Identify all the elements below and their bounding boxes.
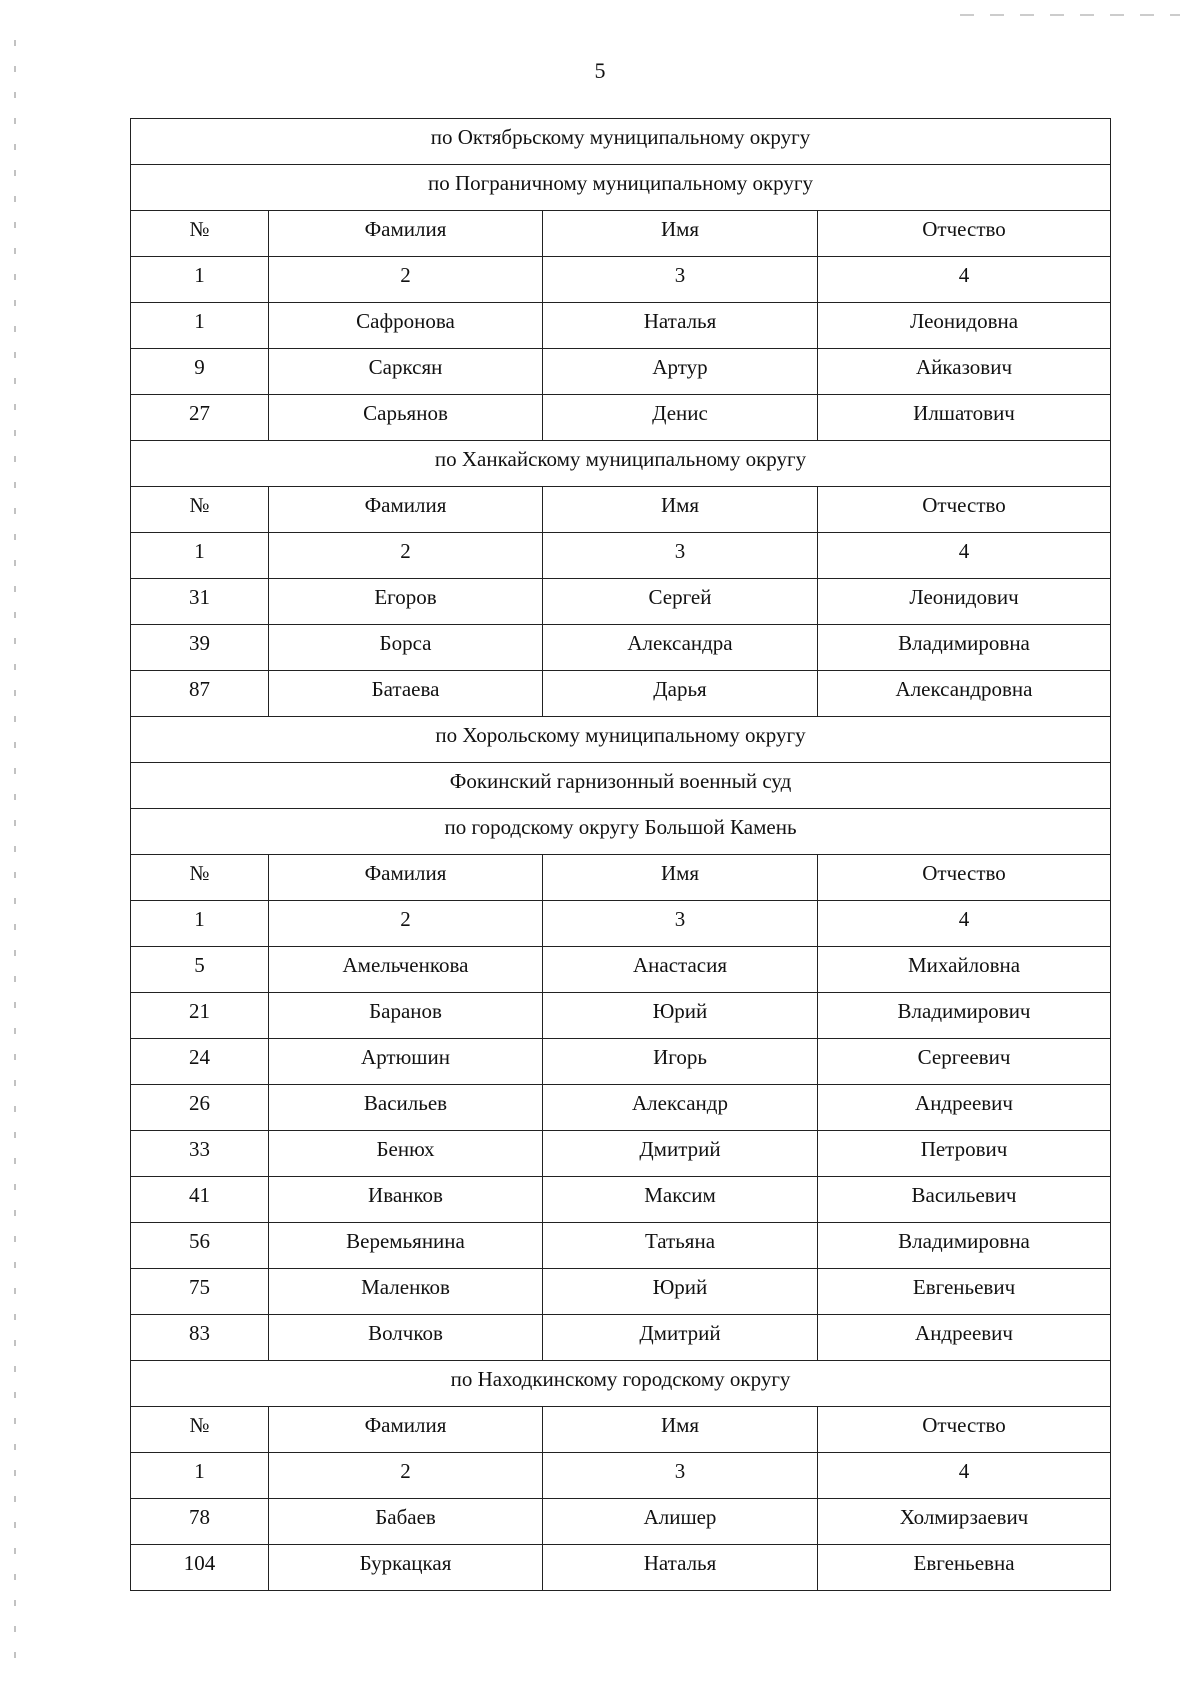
section-heading-row bbox=[131, 119, 1111, 165]
column-number: 4 bbox=[818, 257, 1111, 303]
column-header: № bbox=[131, 855, 269, 901]
section-heading: по Хорольскому муниципальному округу bbox=[131, 717, 1111, 763]
section-heading-row bbox=[131, 809, 1111, 855]
column-number: 3 bbox=[543, 533, 818, 579]
column-header: Фамилия bbox=[269, 1407, 543, 1453]
first-name: Юрий bbox=[543, 993, 818, 1039]
surname: Иванков bbox=[269, 1177, 543, 1223]
row-number: 104 bbox=[131, 1545, 269, 1591]
column-header-row bbox=[131, 487, 1111, 533]
column-header: Отчество bbox=[818, 487, 1111, 533]
patronymic: Холмирзаевич bbox=[818, 1499, 1111, 1545]
column-number: 2 bbox=[269, 1453, 543, 1499]
patronymic: Илшатович bbox=[818, 395, 1111, 441]
page-number: 5 bbox=[594, 58, 606, 83]
row-number: 87 bbox=[131, 671, 269, 717]
surname: Волчков bbox=[269, 1315, 543, 1361]
column-header: Имя bbox=[543, 211, 818, 257]
column-header-row bbox=[131, 211, 1111, 257]
column-header: Имя bbox=[543, 855, 818, 901]
column-header: Отчество bbox=[818, 855, 1111, 901]
patronymic: Владимировна bbox=[818, 1223, 1111, 1269]
section-heading-row bbox=[131, 763, 1111, 809]
table-row bbox=[131, 1499, 1111, 1545]
table-row bbox=[131, 1039, 1111, 1085]
row-number: 24 bbox=[131, 1039, 269, 1085]
row-number: 26 bbox=[131, 1085, 269, 1131]
first-name: Татьяна bbox=[543, 1223, 818, 1269]
section-heading: Фокинский гарнизонный военный суд bbox=[131, 763, 1111, 809]
patronymic: Леонидовна bbox=[818, 303, 1111, 349]
first-name: Алишер bbox=[543, 1499, 818, 1545]
first-name: Анастасия bbox=[543, 947, 818, 993]
row-number: 39 bbox=[131, 625, 269, 671]
column-header: Отчество bbox=[818, 211, 1111, 257]
surname: Борса bbox=[269, 625, 543, 671]
column-number: 1 bbox=[131, 533, 269, 579]
surname: Васильев bbox=[269, 1085, 543, 1131]
column-header: Фамилия bbox=[269, 487, 543, 533]
column-number: 3 bbox=[543, 901, 818, 947]
table-row bbox=[131, 947, 1111, 993]
column-number: 2 bbox=[269, 901, 543, 947]
column-number-row bbox=[131, 257, 1111, 303]
column-header: № bbox=[131, 211, 269, 257]
first-name: Наталья bbox=[543, 303, 818, 349]
surname: Баранов bbox=[269, 993, 543, 1039]
column-header-row bbox=[131, 1407, 1111, 1453]
roster-table-body bbox=[131, 119, 1111, 1591]
column-header: № bbox=[131, 1407, 269, 1453]
section-heading-row bbox=[131, 441, 1111, 487]
row-number: 31 bbox=[131, 579, 269, 625]
patronymic: Леонидович bbox=[818, 579, 1111, 625]
surname: Бенюх bbox=[269, 1131, 543, 1177]
binding-edge-marks bbox=[14, 40, 16, 1660]
surname: Артюшин bbox=[269, 1039, 543, 1085]
patronymic: Владимирович bbox=[818, 993, 1111, 1039]
first-name: Наталья bbox=[543, 1545, 818, 1591]
table-row bbox=[131, 1177, 1111, 1223]
column-number-row bbox=[131, 901, 1111, 947]
section-heading-row bbox=[131, 165, 1111, 211]
column-header: Имя bbox=[543, 487, 818, 533]
column-header: № bbox=[131, 487, 269, 533]
table-row bbox=[131, 1269, 1111, 1315]
first-name: Дарья bbox=[543, 671, 818, 717]
column-number: 3 bbox=[543, 1453, 818, 1499]
scan-corner-marks bbox=[960, 14, 1180, 16]
column-header: Имя bbox=[543, 1407, 818, 1453]
column-number: 1 bbox=[131, 1453, 269, 1499]
row-number: 5 bbox=[131, 947, 269, 993]
surname: Амельченкова bbox=[269, 947, 543, 993]
row-number: 83 bbox=[131, 1315, 269, 1361]
surname: Бабаев bbox=[269, 1499, 543, 1545]
column-number-row bbox=[131, 1453, 1111, 1499]
first-name: Артур bbox=[543, 349, 818, 395]
patronymic: Евгеньевич bbox=[818, 1269, 1111, 1315]
row-number: 9 bbox=[131, 349, 269, 395]
patronymic: Евгеньевна bbox=[818, 1545, 1111, 1591]
first-name: Денис bbox=[543, 395, 818, 441]
row-number: 41 bbox=[131, 1177, 269, 1223]
patronymic: Андреевич bbox=[818, 1085, 1111, 1131]
patronymic: Сергеевич bbox=[818, 1039, 1111, 1085]
roster-table bbox=[130, 118, 1111, 1591]
section-heading: по Октябрьскому муниципальному округу bbox=[131, 119, 1111, 165]
patronymic: Александровна bbox=[818, 671, 1111, 717]
patronymic: Айказович bbox=[818, 349, 1111, 395]
row-number: 27 bbox=[131, 395, 269, 441]
table-row bbox=[131, 1315, 1111, 1361]
table-row bbox=[131, 395, 1111, 441]
table-row bbox=[131, 1131, 1111, 1177]
table-row bbox=[131, 1223, 1111, 1269]
column-header: Отчество bbox=[818, 1407, 1111, 1453]
surname: Веремьянина bbox=[269, 1223, 543, 1269]
surname: Сафронова bbox=[269, 303, 543, 349]
patronymic: Андреевич bbox=[818, 1315, 1111, 1361]
first-name: Максим bbox=[543, 1177, 818, 1223]
table-row bbox=[131, 349, 1111, 395]
section-heading: по городскому округу Большой Камень bbox=[131, 809, 1111, 855]
table-row bbox=[131, 625, 1111, 671]
column-number: 4 bbox=[818, 901, 1111, 947]
first-name: Юрий bbox=[543, 1269, 818, 1315]
first-name: Дмитрий bbox=[543, 1315, 818, 1361]
surname: Буркацкая bbox=[269, 1545, 543, 1591]
row-number: 21 bbox=[131, 993, 269, 1039]
column-number-row bbox=[131, 533, 1111, 579]
row-number: 1 bbox=[131, 303, 269, 349]
table-row bbox=[131, 671, 1111, 717]
row-number: 56 bbox=[131, 1223, 269, 1269]
surname: Егоров bbox=[269, 579, 543, 625]
first-name: Александра bbox=[543, 625, 818, 671]
surname: Батаева bbox=[269, 671, 543, 717]
row-number: 33 bbox=[131, 1131, 269, 1177]
row-number: 78 bbox=[131, 1499, 269, 1545]
column-header-row bbox=[131, 855, 1111, 901]
column-number: 2 bbox=[269, 257, 543, 303]
table-row bbox=[131, 303, 1111, 349]
surname: Сарксян bbox=[269, 349, 543, 395]
column-number: 4 bbox=[818, 533, 1111, 579]
column-number: 1 bbox=[131, 257, 269, 303]
section-heading: по Находкинскому городскому округу bbox=[131, 1361, 1111, 1407]
patronymic: Петрович bbox=[818, 1131, 1111, 1177]
first-name: Дмитрий bbox=[543, 1131, 818, 1177]
section-heading-row bbox=[131, 1361, 1111, 1407]
column-number: 3 bbox=[543, 257, 818, 303]
first-name: Игорь bbox=[543, 1039, 818, 1085]
surname: Маленков bbox=[269, 1269, 543, 1315]
patronymic: Васильевич bbox=[818, 1177, 1111, 1223]
table-row bbox=[131, 1085, 1111, 1131]
column-header: Фамилия bbox=[269, 855, 543, 901]
table-row bbox=[131, 1545, 1111, 1591]
column-number: 1 bbox=[131, 901, 269, 947]
patronymic: Владимировна bbox=[818, 625, 1111, 671]
first-name: Сергей bbox=[543, 579, 818, 625]
column-number: 4 bbox=[818, 1453, 1111, 1499]
table-row bbox=[131, 993, 1111, 1039]
row-number: 75 bbox=[131, 1269, 269, 1315]
section-heading: по Пограничному муниципальному округу bbox=[131, 165, 1111, 211]
table-row bbox=[131, 579, 1111, 625]
column-header: Фамилия bbox=[269, 211, 543, 257]
section-heading: по Ханкайскому муниципальному округу bbox=[131, 441, 1111, 487]
first-name: Александр bbox=[543, 1085, 818, 1131]
patronymic: Михайловна bbox=[818, 947, 1111, 993]
surname: Сарьянов bbox=[269, 395, 543, 441]
column-number: 2 bbox=[269, 533, 543, 579]
section-heading-row bbox=[131, 717, 1111, 763]
